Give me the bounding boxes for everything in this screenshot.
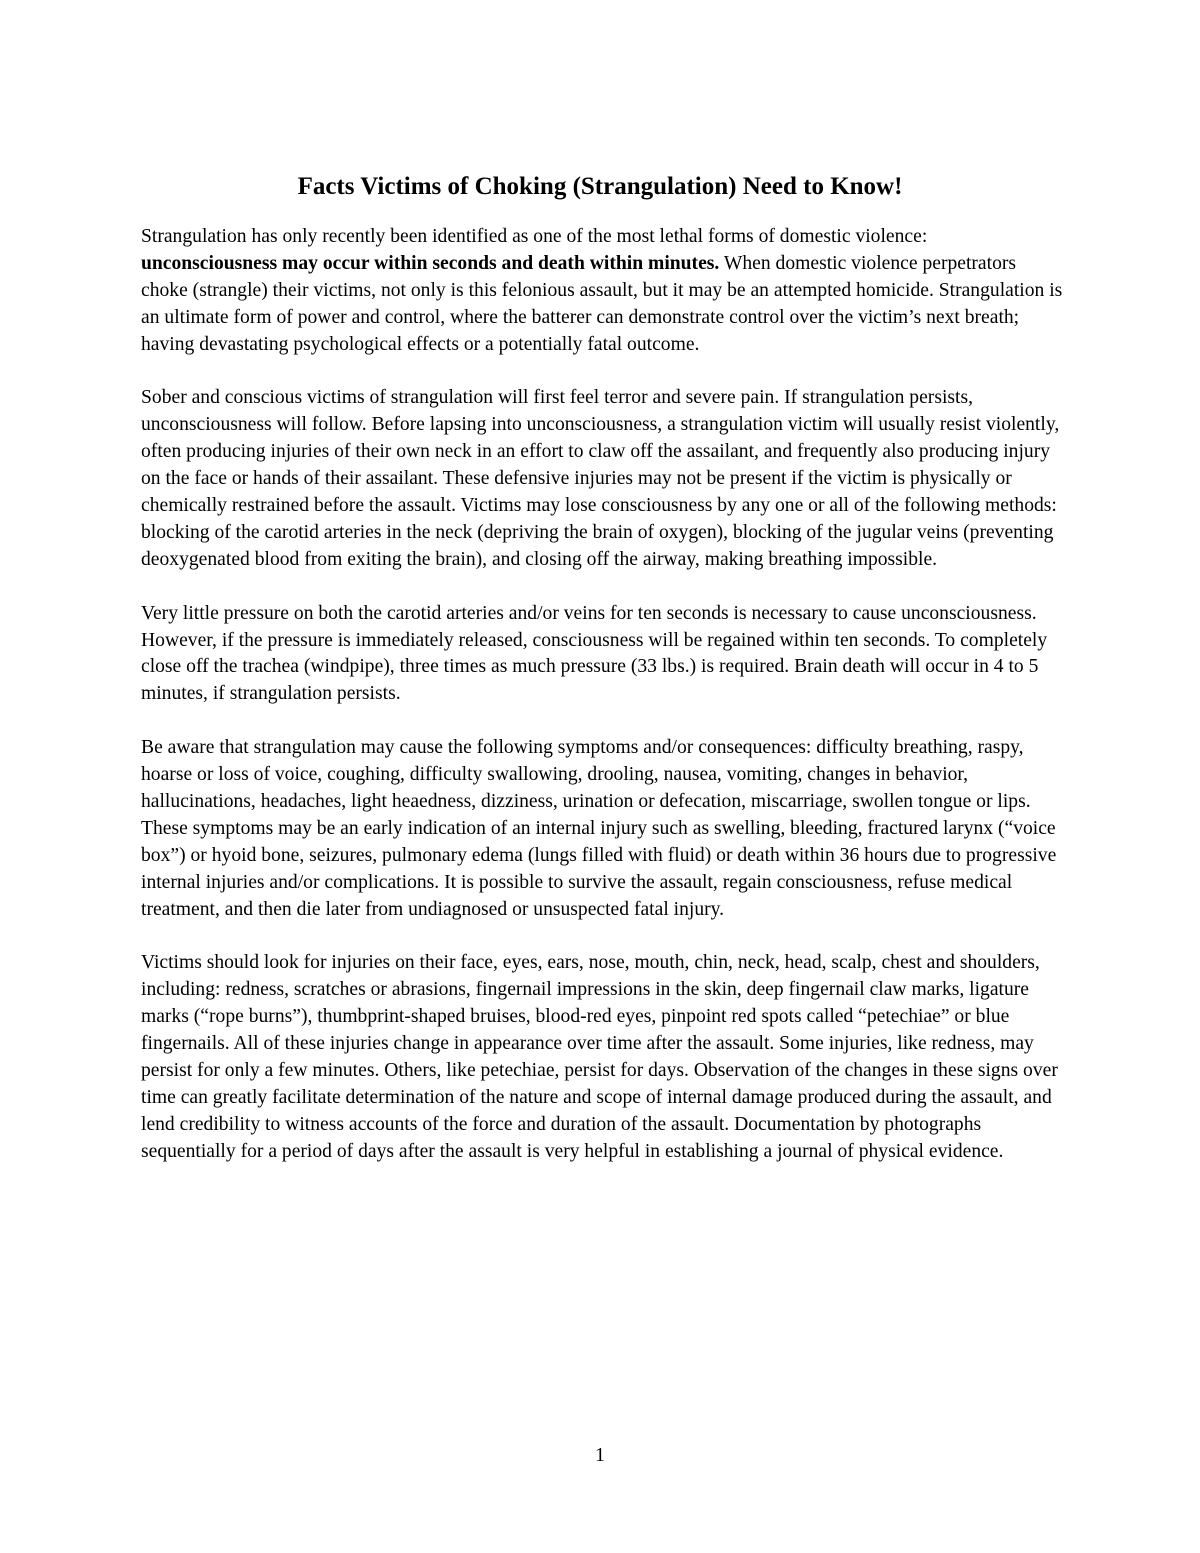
- document-body: [141, 224, 1063, 1193]
- paragraph-victim-response: Sober and conscious victims of strangulation will first feel terror and severe pain. If strangulation persists, unconsciousness will follow. Before lapsing into unconsciousness, a strangulation victim will usually resist violently, often producing injuries of their own neck in an effort to claw off the assailant, and frequently also producing injury on the face or hands of their assailant. These defensive injuries may not be present if the victim is physically or chemically restrained before the assault. Victims may lose consciousness by any one or all of the following methods: blocking of the carotid arteries in the neck (depriving the brain of oxygen), blocking of the jugular veins (preventing deoxygenated blood from exiting the brain), and closing off the airway, making breathing impossible.: [141, 387, 1060, 570]
- paragraph-lethality-rest: When domestic violence perpetrators choke (strangle) their victims, not only is this felonious assault, but it may be an attempted homicide. Strangulation is an ultimate form of power and control, where the batterer can demonstrate control over the victim’s next breath; having devastating psychological effects or a potentially fatal outcome.: [141, 252, 1063, 355]
- paragraph-pressure-facts: Very little pressure on both the carotid arteries and/or veins for ten seconds is necessary to cause unconsciousness. However, if the pressure is immediately released, consciousness will be regained within ten seconds. To completely close off the trachea (windpipe), three times as much pressure (33 lbs.) is required. Brain death will occur in 4 to 5 minutes, if strangulation persists.: [141, 602, 1048, 705]
- paragraph-symptoms: Be aware that strangulation may cause the following symptoms and/or consequences: difficulty breathing, raspy, hoarse or loss of voice, coughing, difficulty swallowing, drooling, nausea, vomiting, changes in behavior, hallucinations, headaches, light heaedness, dizziness, urination or defecation, miscarriage, swollen tongue or lips. These symptoms may be an early indication of an internal injury such as swelling, bleeding, fractured larynx (“voice box”) or hyoid bone, seizures, pulmonary edema (lungs filled with fluid) or death within 36 hours due to progressive internal injuries and/or complications. It is possible to survive the assault, regain consciousness, refuse medical treatment, and then die later from undiagnosed or unsuspected fatal injury.: [141, 737, 1057, 920]
- document-title: Facts Victims of Choking (Strangulation) Need to Know!: [297, 173, 903, 200]
- paragraph-lethality-intro: Strangulation has only recently been identified as one of the most lethal forms of domestic violence:: [141, 226, 928, 247]
- paragraph-injuries: Victims should look for injuries on their face, eyes, ears, nose, mouth, chin, neck, head, scalp, chest and shoulders, including: redness, scratches or abrasions, fingernail impressions in the skin, deep fingernail claw marks, ligature marks (“rope burns”), thumbprint-shaped bruises, blood-red eyes, pinpoint red spots called “petechiae” or blue fingernails. All of these injuries change in appearance over time after the assault. Some injuries, like redness, may persist for only a few minutes. Others, like petechiae, persist for days. Observation of the changes in these signs over time can greatly facilitate determination of the nature and scope of internal damage produced during the assault, and lend credibility to witness accounts of the force and duration of the assault. Documentation by photographs sequentially for a period of days after the assault is very helpful in establishing a journal of physical evidence.: [141, 952, 1058, 1162]
- page-number: 1: [595, 1445, 605, 1466]
- paragraph-lethality-emphasis: unconsciousness may occur within seconds and death within minutes.: [141, 252, 720, 274]
- paragraph-lethality: [141, 224, 1063, 359]
